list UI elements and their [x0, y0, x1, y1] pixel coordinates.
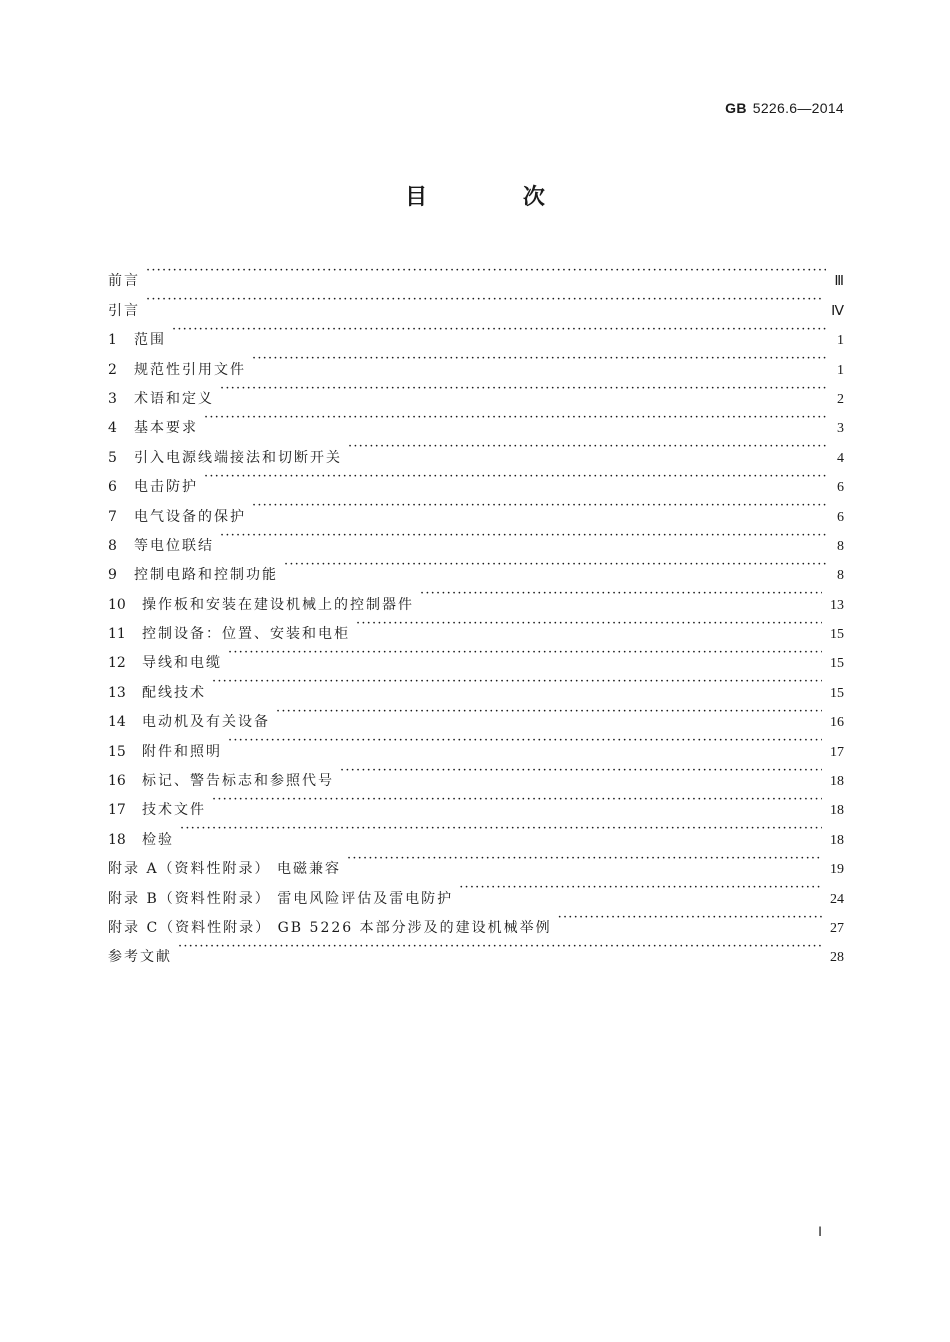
toc-entry-title: 技术文件 [142, 802, 206, 819]
toc-leader-dots [204, 462, 826, 491]
toc-entry[interactable] [108, 403, 844, 437]
toc-entry[interactable] [108, 256, 844, 290]
toc-entry-number: 18 [108, 831, 126, 848]
toc-entry-number: 2 [108, 361, 117, 378]
toc-entry-title: 等电位联结 [134, 537, 214, 554]
toc-entry-title: 规范性引用文件 [134, 361, 246, 378]
toc-entry-page: Ⅲ [834, 274, 844, 290]
toc-entry-title: 前言 [108, 273, 140, 290]
toc-leader-dots [220, 521, 826, 550]
toc-entry-number: 6 [108, 479, 117, 496]
toc-entry-title: 控制设备：位置、安装和电柜 [142, 626, 350, 643]
toc-entry-title: 操作板和安装在建设机械上的控制器件 [142, 596, 414, 613]
toc-entry[interactable] [108, 814, 844, 848]
page-number: Ⅰ [818, 1224, 822, 1239]
toc-entry-page: 2 [837, 391, 844, 407]
toc-entry-page: 15 [830, 656, 844, 672]
toc-entry[interactable] [108, 462, 844, 496]
toc-entry-title: 附录 B（资料性附录） 雷电风险评估及雷电防护 [108, 890, 454, 907]
toc-entry-page: 28 [830, 950, 844, 966]
toc-entry-page: 15 [830, 627, 844, 643]
toc-leader-dots [558, 903, 822, 932]
toc-entry-page: 24 [830, 891, 844, 907]
toc-leader-dots [356, 609, 822, 638]
toc-entry-number: 8 [108, 537, 117, 554]
toc-entry-title: 附件和照明 [142, 743, 222, 760]
toc-entry-number: 3 [108, 390, 117, 407]
toc-leader-dots [347, 844, 822, 873]
toc-entry-page: 18 [830, 774, 844, 790]
toc-entry-title: 检验 [142, 831, 174, 848]
toc-entry-number: 16 [108, 773, 126, 790]
toc-entry-page: 15 [830, 685, 844, 701]
toc-entry-number: 9 [108, 567, 117, 584]
toc-leader-dots [178, 932, 822, 961]
toc-entry-title: 附录 C（资料性附录） GB 5226 本部分涉及的建设机械举例 [108, 919, 552, 936]
toc-entry-page: 17 [830, 744, 844, 760]
toc-entry-page: 18 [830, 832, 844, 848]
toc-entry-page: 18 [830, 803, 844, 819]
toc-entry-title: 导线和电缆 [142, 655, 222, 672]
toc-entry-title: 术语和定义 [134, 390, 214, 407]
page-title: 目 次 [405, 185, 589, 210]
toc-entry-title: 电击防护 [134, 479, 198, 496]
toc-entry-number: 10 [108, 596, 126, 613]
toc-leader-dots [340, 756, 822, 785]
toc-leader-dots [146, 256, 826, 285]
toc-entry-number: 1 [108, 332, 117, 349]
toc-entry-page: 6 [837, 509, 844, 525]
toc-entry-page: 6 [837, 480, 844, 496]
standard-number: 5226.6—2014 [752, 100, 844, 116]
toc-entry[interactable] [108, 432, 844, 466]
toc-leader-dots [348, 432, 826, 461]
toc-entry-number: 11 [108, 626, 126, 643]
toc-leader-dots [252, 344, 826, 373]
toc-entry[interactable] [108, 785, 844, 819]
toc-leader-dots [459, 873, 822, 902]
toc-entry-title: 附录 A（资料性附录） 电磁兼容 [108, 861, 342, 878]
toc-entry-number: 7 [108, 508, 117, 525]
toc-entry-number: 13 [108, 684, 126, 701]
toc-entry-page: 1 [837, 333, 844, 349]
toc-entry-number: 15 [108, 743, 126, 760]
toc-entry-title: 控制电路和控制功能 [134, 567, 278, 584]
toc-entry-page: 8 [837, 568, 844, 584]
toc-leader-dots [212, 785, 822, 814]
toc-entry-title: 范围 [134, 332, 166, 349]
toc-leader-dots [228, 726, 822, 755]
toc-entry[interactable] [108, 667, 844, 701]
toc-entry-number: 12 [108, 655, 126, 672]
toc-entry[interactable] [108, 491, 844, 525]
toc-entry-title: 引入电源线端接法和切断开关 [134, 449, 342, 466]
toc-entry[interactable] [108, 344, 844, 378]
toc-entry-page: 13 [830, 597, 844, 613]
toc-leader-dots [228, 638, 822, 667]
toc-entry-number: 14 [108, 714, 126, 731]
toc-entry-title: 电气设备的保护 [134, 508, 246, 525]
toc-leader-dots [284, 550, 826, 579]
toc-entry-page: 27 [830, 920, 844, 936]
toc-entry-page: 16 [830, 715, 844, 731]
toc-entry[interactable] [108, 932, 844, 966]
toc-leader-dots [276, 697, 822, 726]
toc-entry-page: Ⅳ [831, 303, 844, 319]
toc-entry-page: 1 [837, 362, 844, 378]
toc-entry-number: 17 [108, 802, 126, 819]
standard-prefix: GB [725, 100, 747, 116]
toc-leader-dots [252, 491, 826, 520]
table-of-contents [108, 256, 844, 966]
toc-leader-dots [212, 667, 822, 696]
toc-entry[interactable] [108, 844, 844, 878]
toc-leader-dots [146, 285, 823, 314]
toc-entry-number: 5 [108, 449, 117, 466]
toc-entry[interactable] [108, 285, 844, 319]
toc-entry[interactable] [108, 315, 844, 349]
toc-entry-page: 3 [837, 421, 844, 437]
toc-entry-number: 4 [108, 420, 117, 437]
toc-entry-page: 8 [837, 538, 844, 554]
toc-entry-page: 4 [837, 450, 844, 466]
toc-leader-dots [204, 403, 826, 432]
toc-entry[interactable] [108, 697, 844, 731]
toc-entry-title: 标记、警告标志和参照代号 [142, 773, 334, 790]
toc-entry-page: 19 [830, 862, 844, 878]
standard-code [725, 100, 844, 116]
toc-entry-title: 电动机及有关设备 [142, 714, 270, 731]
toc-leader-dots [172, 315, 826, 344]
toc-entry-title: 基本要求 [134, 420, 198, 437]
toc-entry-title: 引言 [108, 302, 140, 319]
toc-leader-dots [420, 579, 822, 608]
toc-leader-dots [180, 814, 822, 843]
toc-entry-title: 参考文献 [108, 949, 172, 966]
toc-leader-dots [220, 374, 826, 403]
toc-entry-title: 配线技术 [142, 684, 206, 701]
